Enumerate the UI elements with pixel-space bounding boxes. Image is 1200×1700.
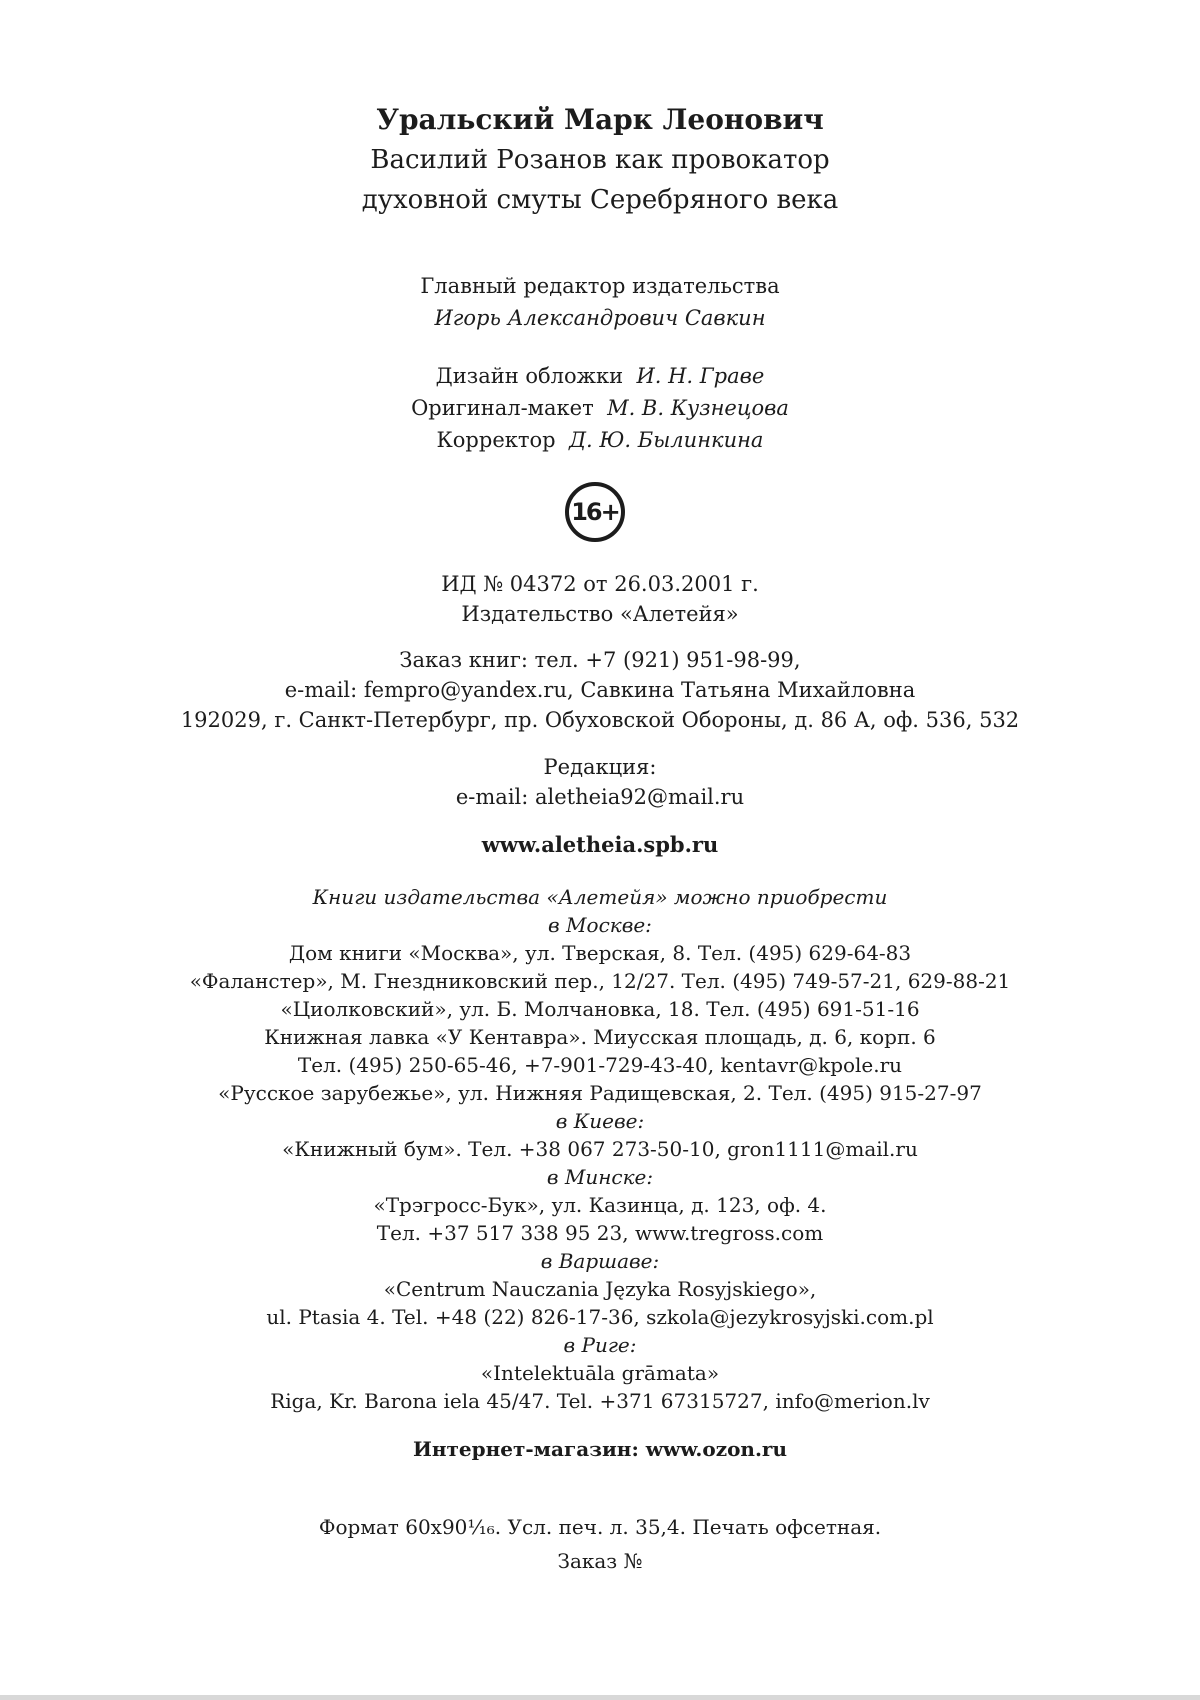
- minsk-store-line: «Трэгросс-Бук», ул. Казинца, д. 123, оф. 4.: [373, 1193, 827, 1217]
- layout-label: Оригинал-макет: [411, 396, 594, 420]
- moscow-store-line: Книжная лавка «У Кентавра». Миусская площадь, д. 6, корп. 6: [264, 1025, 936, 1049]
- minsk-store-line: Тел. +37 517 338 95 23, www.tregross.com: [376, 1221, 824, 1245]
- publisher-name: Издательство «Алетейя»: [461, 602, 739, 626]
- stores-intro: Книги издательства «Алетейя» можно приобрести: [312, 885, 888, 909]
- author-name: Уральский Марк Леонович: [376, 103, 824, 136]
- cover-design-credit: [0, 364, 1200, 389]
- cover-design-name: И. Н. Граве: [636, 364, 765, 388]
- moscow-store-line: «Фаланстер», М. Гнездниковский пер., 12/27. Тел. (495) 749-57-21, 629-88-21: [189, 969, 1011, 993]
- age-rating-badge: 16+: [565, 482, 625, 542]
- publisher-address: 192029, г. Санкт-Петербург, пр. Обуховской Обороны, д. 86 А, оф. 536, 532: [180, 708, 1020, 732]
- kiev-heading: в Киеве:: [555, 1109, 645, 1133]
- editorial-email: e-mail: aletheia92@mail.ru: [455, 785, 745, 809]
- proofreader-label: Корректор: [436, 428, 556, 452]
- book-title-line-1: Василий Розанов как провокатор: [370, 145, 830, 175]
- moscow-store-line: «Русское зарубежье», ул. Нижняя Радищевская, 2. Тел. (495) 915-27-97: [218, 1081, 982, 1105]
- warsaw-store-line: ul. Ptasia 4. Tel. +48 (22) 826-17-36, szkola@jezykrosyjski.com.pl: [266, 1305, 934, 1329]
- riga-store-line: Riga, Kr. Barona iela 45/47. Tel. +371 67315727, info@merion.lv: [270, 1389, 930, 1413]
- warsaw-store-line: «Centrum Nauczania Języka Rosyjskiego»,: [383, 1277, 817, 1301]
- warsaw-heading: в Варшаве:: [540, 1249, 660, 1273]
- chief-editor-label: Главный редактор издательства: [420, 274, 780, 298]
- riga-heading: в Риге:: [563, 1333, 637, 1357]
- kiev-store-line: «Книжный бум». Тел. +38 067 273-50-10, gron1111@mail.ru: [282, 1137, 918, 1161]
- proofreader-credit: [0, 428, 1200, 453]
- online-shop: Интернет-магазин: www.ozon.ru: [412, 1437, 788, 1461]
- order-number: Заказ №: [557, 1549, 643, 1573]
- editorial-label: Редакция:: [543, 755, 657, 779]
- print-format: Формат 60х90¹⁄₁₆. Усл. печ. л. 35,4. Печать офсетная.: [318, 1515, 882, 1539]
- moscow-store-line: Тел. (495) 250-65-46, +7-901-729-43-40, kentavr@kpole.ru: [297, 1053, 903, 1077]
- publisher-website: www.aletheia.spb.ru: [481, 832, 719, 857]
- moscow-store-line: «Циолковский», ул. Б. Молчановка, 18. Тел. (495) 691-51-16: [280, 997, 920, 1021]
- order-email: e-mail: fempro@yandex.ru, Савкина Татьяна Михайловна: [284, 678, 916, 702]
- moscow-store-line: Дом книги «Москва», ул. Тверская, 8. Тел. (495) 629-64-83: [288, 941, 912, 965]
- page-bottom-edge: [0, 1695, 1200, 1700]
- publisher-license: ИД № 04372 от 26.03.2001 г.: [441, 572, 759, 596]
- proofreader-name: Д. Ю. Былинкина: [568, 428, 764, 452]
- riga-store-line: «Intelektuāla grāmata»: [480, 1361, 720, 1385]
- moscow-heading: в Москве:: [548, 913, 652, 937]
- layout-name: М. В. Кузнецова: [607, 396, 789, 420]
- book-title-line-2: духовной смуты Серебряного века: [361, 185, 839, 215]
- minsk-heading: в Минске:: [546, 1165, 654, 1189]
- cover-design-label: Дизайн обложки: [435, 364, 624, 388]
- order-phone: Заказ книг: тел. +7 (921) 951-98-99,: [399, 648, 801, 672]
- layout-credit: [0, 396, 1200, 421]
- chief-editor-name: Игорь Александрович Савкин: [434, 306, 766, 330]
